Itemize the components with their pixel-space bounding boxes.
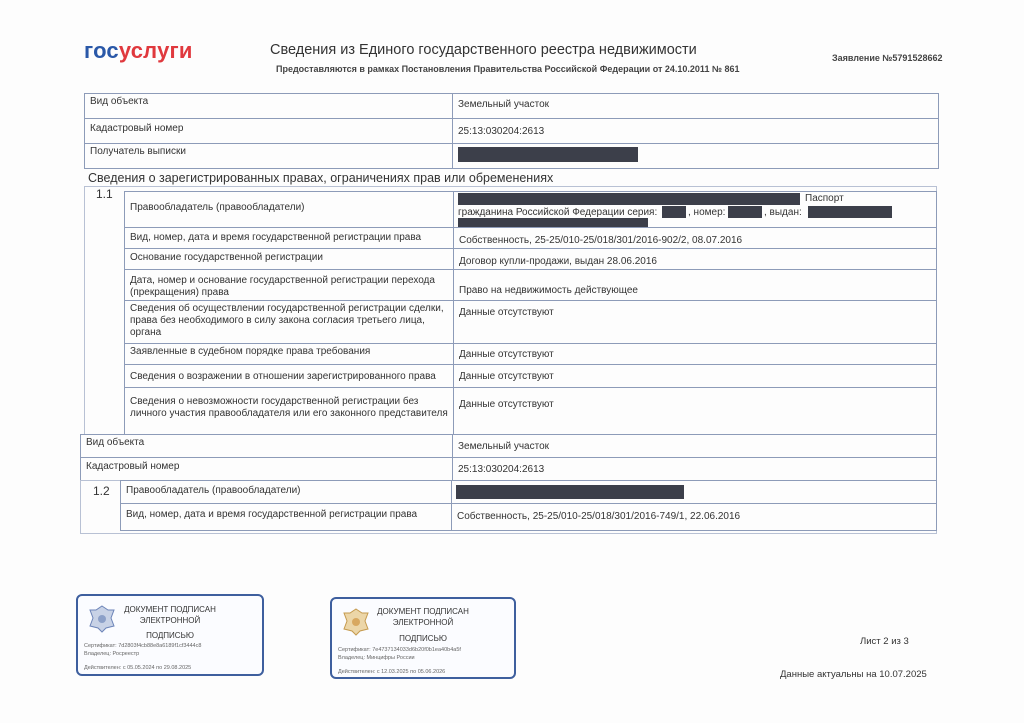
stamp-cert: Сертификат: 7d2803f4cb88e8a6189f1cf3444c8 — [84, 643, 202, 649]
top-row-label: Получатель выписки — [84, 143, 453, 169]
entry-label: Сведения о невозможности государственной регистрации без личного участия правообладателя или его законного представителя — [124, 387, 454, 435]
application-number: Заявление №5791528662 — [832, 53, 943, 63]
section-title: Сведения о зарегистрированных правах, ограничениях прав или обременениях — [88, 171, 554, 185]
redaction-block — [458, 147, 638, 162]
mid-row-value: Земельный участок — [452, 434, 937, 458]
holder-citizen-text: гражданина Российской Федерации серия: — [458, 207, 658, 218]
top-row-label: Кадастровый номер — [84, 118, 453, 144]
redaction-block — [662, 206, 686, 218]
stamp-valid: Действителен: с 05.05.2024 по 29.08.2025 — [84, 665, 192, 671]
entry-value: Данные отсутствуют — [453, 364, 937, 388]
entry-label: Сведения об осуществлении государственной регистрации сделки, права без необходимого в силу закона согласия третьего лица, органа — [124, 300, 454, 344]
redaction-block — [808, 206, 892, 218]
stamp-line2: ЭЛЕКТРОННОЙ — [139, 616, 201, 625]
entry-label: Сведения о возражении в отношении зарегистрированного права — [124, 364, 454, 388]
top-row-value: Земельный участок — [452, 93, 939, 119]
page-title: Сведения из Единого государственного реестра недвижимости — [270, 42, 697, 58]
stamp-line1: ДОКУМЕНТ ПОДПИСАН — [124, 605, 216, 614]
page-counter: Лист 2 из 3 — [860, 636, 909, 647]
redaction-block — [728, 206, 762, 218]
mid-row-value: 25:13:030204:2613 — [452, 457, 937, 481]
holder-label: Правообладатель (правообладатели) — [124, 191, 454, 228]
stamp-cert: Сертификат: 7e4737134033d6b20f0b1ea40b4a5f — [338, 647, 461, 653]
entry-value: Договор купли-продажи, выдан 28.06.2016 — [453, 248, 937, 270]
entry-number: 1.1 — [96, 187, 113, 201]
data-actual-date: Данные актуальны на 10.07.2025 — [780, 669, 927, 680]
redaction-block — [456, 485, 684, 499]
redaction-block — [458, 218, 648, 227]
entry-value: Данные отсутствуют — [453, 387, 937, 435]
top-row-value: 25:13:030204:2613 — [452, 118, 939, 144]
stamp-line3: ПОДПИСЬЮ — [146, 631, 194, 640]
page-subtitle: Предоставляются в рамках Постановления Правительства Российской Федерации от 24.10.2011 № 861 — [276, 64, 740, 74]
signature-stamp — [76, 594, 264, 676]
entry-label: Основание государственной регистрации — [124, 248, 454, 270]
entry-label: Дата, номер и основание государственной регистрации перехода (прекращения) права — [124, 269, 454, 301]
top-row-label: Вид объекта — [84, 93, 453, 119]
holder-number-text: , номер: — [688, 207, 726, 218]
stamp-owner: Владелец: Минцифры России — [338, 655, 415, 661]
stamp-valid: Действителен: с 12.03.2025 по 05.06.2026 — [338, 669, 446, 675]
holder-passport-text: Паспорт — [805, 193, 844, 204]
entry-label: Вид, номер, дата и время государственной регистрации права — [120, 503, 452, 531]
stamp-line1: ДОКУМЕНТ ПОДПИСАН — [377, 607, 469, 616]
stamp-owner: Владелец: Росреестр — [84, 651, 140, 657]
entry-value: Право на недвижимость действующее — [453, 269, 937, 301]
redaction-block — [458, 193, 800, 205]
stamp-line2: ЭЛЕКТРОННОЙ — [392, 618, 454, 627]
entry-number: 1.2 — [93, 484, 110, 498]
holder-issued-text: , выдан: — [764, 207, 802, 218]
holder-label: Правообладатель (правообладатели) — [120, 480, 452, 504]
entry-value: Данные отсутствуют — [453, 300, 937, 344]
entry-value: Собственность, 25-25/010-25/018/301/2016-749/1, 22.06.2016 — [451, 503, 937, 531]
entry-label: Заявленные в судебном порядке права требования — [124, 343, 454, 365]
entry-value: Данные отсутствуют — [453, 343, 937, 365]
entry-label: Вид, номер, дата и время государственной регистрации права — [124, 227, 454, 249]
gosuslugi-logo: госуслуги — [84, 38, 193, 63]
mid-row-label: Вид объекта — [80, 434, 453, 458]
stamp-line3: ПОДПИСЬЮ — [399, 634, 447, 643]
mid-row-label: Кадастровый номер — [80, 457, 453, 481]
entry-value: Собственность, 25-25/010-25/018/301/2016-902/2, 08.07.2016 — [453, 227, 937, 249]
signature-stamp — [330, 597, 516, 679]
